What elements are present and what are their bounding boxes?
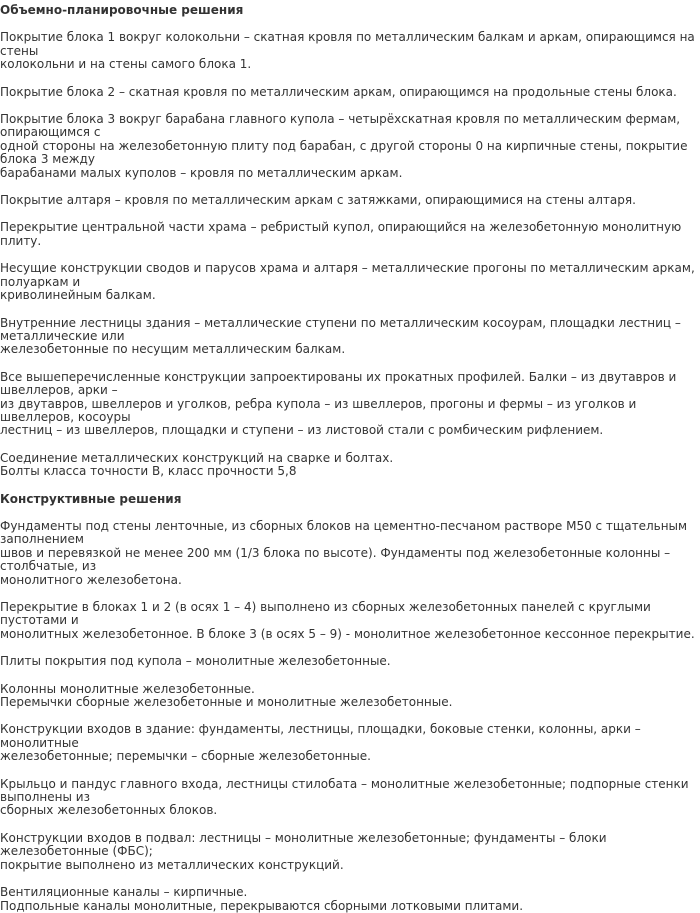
paragraph: Плиты покрытия под купола – монолитные железобетонные. <box>0 654 391 669</box>
paragraph: Колонны монолитные железобетонные. Перемычки сборные железобетонные и монолитные железобетонные. <box>0 681 453 710</box>
paragraph: Внутренние лестницы здания – металлические ступени по металлическим косоурам, площадки лестниц – металлические или железобетонные по несущим металлическим балкам. <box>0 315 681 357</box>
paragraph: Покрытие блока 3 вокруг барабана главного купола – четырёхскатная кровля по металлическим фермам, опирающимся с одной стороны на железобетонную плиту под барабан, с другой стороны 0 на кирпичные стены, покрытие блока 3 между барабанами малых куполов – кровля по металлическим аркам. <box>0 112 688 180</box>
paragraph: Перекрытие в блоках 1 и 2 (в осях 1 – 4) выполнено из сборных железобетонных панелей с круглыми пустотами и монолитных железобетонное. В блоке 3 (в осях 5 – 9) - монолитное железобетонное кессонное перекрытие. <box>0 600 695 641</box>
paragraph: Покрытие блока 2 – скатная кровля по металлическим аркам, опирающимся на продольные стены блока. <box>0 84 677 99</box>
paragraph: Покрытие алтаря – кровля по металлическим аркам с затяжками, опирающимися на стены алтаря. <box>0 193 636 208</box>
paragraph: Несущие конструкции сводов и парусов храма и алтаря – металлические прогоны по металлическим аркам, полуаркам и криволинейным балкам. <box>0 261 695 303</box>
paragraph: Перекрытие центральной части храма – ребристый купол, опирающийся на железобетонную монолитную плиту. <box>0 220 682 248</box>
section-heading-space-planning: Объемно-планировочные решения <box>0 3 244 17</box>
paragraph: Фундаменты под стены ленточные, из сборных блоков на цементно-песчаном растворе М50 с тщательным заполнением швов и перевязкой не менее 200 мм (1/3 блока по высоте). Фундаменты под железобетонные колонны – столбчатые, из монолитного железобетона. <box>0 518 688 587</box>
paragraph: Крыльцо и пандус главного входа, лестницы стилобата – монолитные железобетонные; подпорные стенки выполнены из сборных железобетонных блоков. <box>0 776 689 818</box>
paragraph: Конструкции входов в подвал: лестницы – монолитные железобетонные; фундаменты – блоки железобетонные (ФБС); покрытие выполнено из металлических конструкций. <box>0 830 607 872</box>
paragraph: Все вышеперечисленные конструкции запроектированы их прокатных профилей. Балки – из двутавров и швеллеров, арки – из двутавров, швеллеров и уголков, ребра купола – из швеллеров, прогоны и фермы – из уголков и швеллеров, косоуры лестниц – из швеллеров, площадки и ступени – из листовой стали с ромбическим рифлением. <box>0 369 677 438</box>
paragraph: Покрытие блока 1 вокруг колокольни – скатная кровля по металлическим балкам и аркам, опирающимся на стены колокольни и на стены самого блока 1. <box>0 30 695 72</box>
paragraph: Вентиляционные каналы – кирпичные. Подпольные каналы монолитные, перекрываются сборными лотковыми плитами. <box>0 885 524 913</box>
paragraph: Соединение металлических конструкций на сварке и болтах. Болты класса точности В, класс прочности 5,8 <box>0 450 394 479</box>
section-heading-structural: Конструктивные решения <box>0 491 182 506</box>
paragraph: Конструкции входов в здание: фундаменты, лестницы, площадки, боковые стенки, колонны, арки – монолитные железобетонные; перемычки – сборные железобетонные. <box>0 722 641 764</box>
